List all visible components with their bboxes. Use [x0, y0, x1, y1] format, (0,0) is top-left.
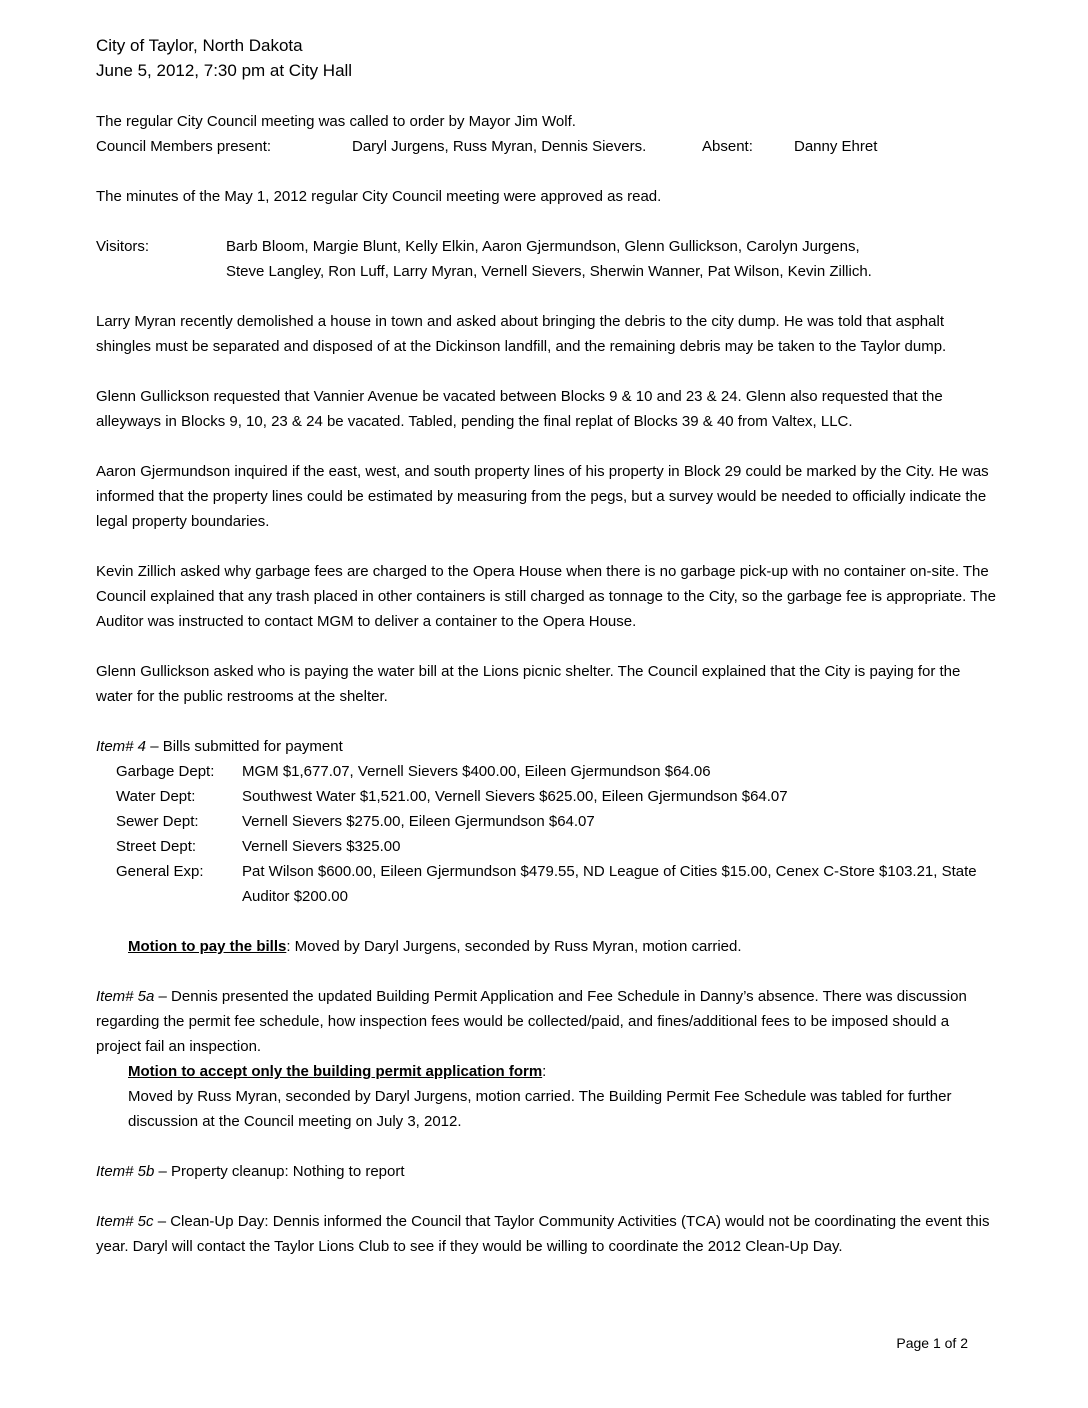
item4-label: Item# 4: [96, 738, 147, 755]
motion-permit-form-colon: :: [542, 1063, 547, 1080]
bills-list: [116, 759, 996, 909]
paragraph-property-lines: Aaron Gjermundson inquired if the east, west, and south property lines of his property in Block 29 could be marked by the City. He was informed that the property lines could be estimated by measuring from the pegs, but a survey would be needed to officially indicate the legal property boundaries.: [96, 463, 989, 530]
visitors-line: Steve Langley, Ron Luff, Larry Myran, Vernell Sievers, Sherwin Wanner, Pat Wilson, Kevin Zillich.: [226, 263, 872, 280]
bill-items: Pat Wilson $600.00, Eileen Gjermundson $479.55, ND League of Cities $15.00, Cenex C-Store $103.21, State Auditor $200.00: [242, 863, 977, 905]
visitors-label: Visitors:: [96, 238, 150, 255]
call-to-order: The regular City Council meeting was called to order by Mayor Jim Wolf.: [96, 113, 576, 130]
absent-names: Danny Ehret: [794, 138, 878, 155]
item5c-paragraph: [96, 1209, 996, 1259]
bill-dept: Street Dept:: [116, 838, 197, 855]
motion-pay-bills: [128, 934, 996, 959]
motion-permit-form: [128, 1059, 996, 1084]
bill-row: [116, 859, 996, 909]
visitors-block: [96, 234, 996, 284]
minutes-approval: The minutes of the May 1, 2012 regular City Council meeting were approved as read.: [96, 188, 662, 205]
paragraph-vacate: Glenn Gullickson requested that Vannier Avenue be vacated between Blocks 9 & 10 and 23 & 24. Glenn also requested that the alleyways in Blocks 9, 10, 23 & 24 be vacated. Tabled, pending the final replat of Blocks 39 & 40 from Valtex, LLC.: [96, 388, 943, 430]
motion-permit-form-text: Moved by Russ Myran, seconded by Daryl Jurgens, motion carried. The Building Permit Fee Schedule was tabled for further discussion at the Council meeting on July 3, 2012.: [128, 1088, 952, 1130]
paragraph-water-bill: Glenn Gullickson asked who is paying the water bill at the Lions picnic shelter. The Council explained that the City is paying for the water for the public restrooms at the shelter.: [96, 663, 961, 705]
item4-title: – Bills submitted for payment: [146, 738, 343, 755]
bill-row: [116, 834, 996, 859]
bill-dept: Garbage Dept:: [116, 763, 215, 780]
visitors-line: Barb Bloom, Margie Blunt, Kelly Elkin, Aaron Gjermundson, Glenn Gullickson, Carolyn Jurgens,: [226, 238, 860, 255]
motion-pay-bills-label: Motion to pay the bills: [128, 938, 287, 955]
bill-items: Vernell Sievers $275.00, Eileen Gjermundson $64.07: [242, 813, 595, 830]
attendance-row: [96, 134, 996, 159]
bill-items: MGM $1,677.07, Vernell Sievers $400.00, Eileen Gjermundson $64.06: [242, 763, 711, 780]
item5c-text: – Clean-Up Day: Dennis informed the Council that Taylor Community Activities (TCA) would not be coordinating the event this year. Daryl will contact the Taylor Lions Club to see if they would be willing to coordinate the 2012 Clean-Up Day.: [96, 1213, 990, 1255]
absent-label: Absent:: [702, 138, 753, 155]
item5b-label: Item# 5b: [96, 1163, 155, 1180]
item5a-label: Item# 5a: [96, 988, 155, 1005]
present-names: Daryl Jurgens, Russ Myran, Dennis Sievers.: [352, 138, 647, 155]
bill-items: Southwest Water $1,521.00, Vernell Sievers $625.00, Eileen Gjermundson $64.07: [242, 788, 788, 805]
paragraph-garbage-fees: Kevin Zillich asked why garbage fees are charged to the Opera House when there is no garbage pick-up with no container on-site. The Council explained that any trash placed in other containers is still charged as tonnage to the City, so the garbage fee is appropriate. The Auditor was instructed to contact MGM to deliver a container to the Opera House.: [96, 563, 996, 630]
meeting-date: June 5, 2012, 7:30 pm at City Hall: [96, 61, 353, 80]
motion-permit-form-label: Motion to accept only the building permit application form: [128, 1063, 543, 1080]
item4-heading: [96, 734, 996, 759]
item5b-paragraph: [96, 1159, 996, 1184]
bill-row: [116, 784, 996, 809]
present-label: Council Members present:: [96, 138, 272, 155]
bill-dept: Sewer Dept:: [116, 813, 199, 830]
bill-dept: General Exp:: [116, 863, 204, 880]
bill-dept: Water Dept:: [116, 788, 196, 805]
bill-row: [116, 759, 996, 784]
page-number: Page 1 of 2: [896, 1335, 968, 1351]
motion-pay-bills-text: : Moved by Daryl Jurgens, seconded by Russ Myran, motion carried.: [286, 938, 742, 955]
document-title: City of Taylor, North Dakota: [96, 36, 303, 55]
item5b-text: – Property cleanup: Nothing to report: [154, 1163, 405, 1180]
item5a-paragraph: [96, 984, 996, 1059]
minutes-page: [96, 33, 996, 1259]
item5a-text: – Dennis presented the updated Building Permit Application and Fee Schedule in Danny’s absence. There was discussion regarding the permit fee schedule, how inspection fees would be collected/paid, and fines/additional fees to be imposed should a project fail an inspection.: [96, 988, 967, 1055]
bill-row: [116, 809, 996, 834]
bill-items: Vernell Sievers $325.00: [242, 838, 401, 855]
item5c-label: Item# 5c: [96, 1213, 154, 1230]
paragraph-debris: Larry Myran recently demolished a house in town and asked about bringing the debris to the city dump. He was told that asphalt shingles must be separated and disposed of at the Dickinson landfill, and the remaining debris may be taken to the Taylor dump.: [96, 313, 947, 355]
